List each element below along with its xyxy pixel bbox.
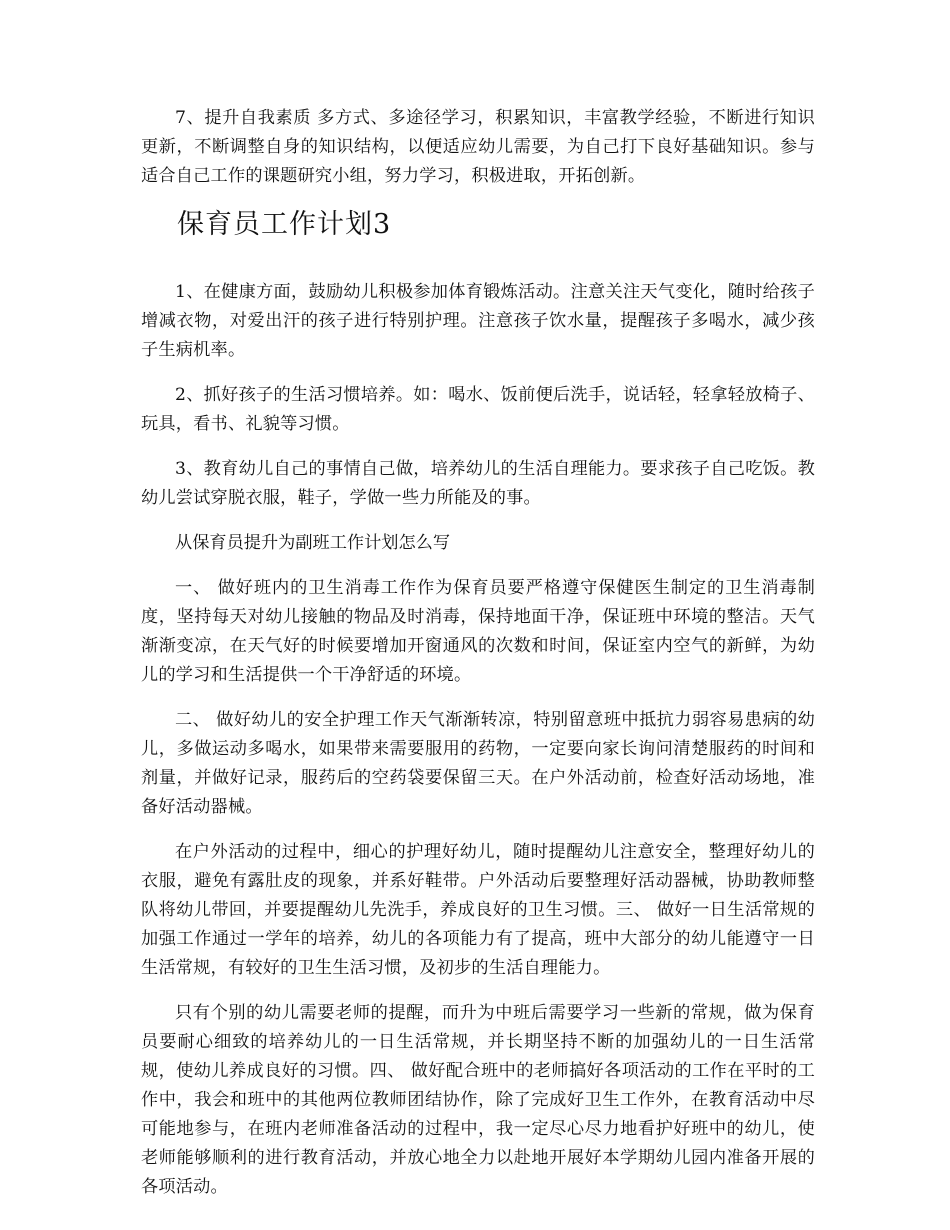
section-paragraph-3: 在户外活动的过程中，细心的护理好幼儿，随时提醒幼儿注意安全，整理好幼儿的衣服，避免有露肚皮的现象，并系好鞋带。户外活动后要整理好活动器械，协助教师整队将幼儿带回，并要提醒幼儿先洗手，养成良好的卫生习惯。三、 做好一日生活常规的加强工作通过一学年的培养，幼儿的各项能力有了提高，班中大部分的幼儿能遵守一日生活常规，有较好的卫生生活习惯，及初步的生活自理能力。 bbox=[141, 842, 815, 978]
section-heading: 保育员工作计划3 bbox=[177, 209, 392, 240]
section-paragraph-2: 二、 做好幼儿的安全护理工作天气渐渐转凉，特别留意班中抵抗力弱容易患病的幼儿，多做运动多喝水，如果带来需要服用的药物，一定要向家长询问清楚服药的时间和剂量，并做好记录，服药后的空药袋要保留三天。在户外活动前，检查好活动场地，准备好活动器械。 bbox=[141, 710, 815, 817]
section-paragraph-4: 只有个别的幼儿需要老师的提醒，而升为中班后需要学习一些新的常规，做为保育员要耐心细致的培养幼儿的一日生活常规，并长期坚持不断的加强幼儿的一日生活常规，使幼儿养成良好的习惯。四、 做好配合班中的老师搞好各项活动的工作在平时的工作中，我会和班中的其他两位教师团结协作，除了完成好卫生工作外，在教育活动中尽可能地参与，在班内老师准备活动的过程中，我一定尽心尽力地看护好班中的幼儿，使老师能够顺利的进行教育活动，并放心地全力以赴地开展好本学期幼儿园内准备开展的各项活动。 bbox=[141, 1003, 815, 1197]
intro-paragraph: 7、提升自我素质 多方式、多途径学习，积累知识，丰富教学经验，不断进行知识更新，不断调整自身的知识结构，以便适应幼儿需要，为自己打下良好基础知识。参与适合自己工作的课题研究小组，努力学习，积极进取，开拓创新。 bbox=[141, 108, 815, 186]
item-paragraph-3: 3、教育幼儿自己的事情自己做，培养幼儿的生活自理能力。要求孩子自己吃饭。教幼儿尝试穿脱衣服，鞋子，学做一些力所能及的事。 bbox=[141, 459, 815, 508]
section-paragraph-1: 一、 做好班内的卫生消毒工作作为保育员要严格遵守保健医生制定的卫生消毒制度，坚持每天对幼儿接触的物品及时消毒，保持地面干净，保证班中环境的整洁。天气渐渐变凉，在天气好的时候要增加开窗通风的次数和时间，保证室内空气的新鲜，为幼儿的学习和生活提供一个干净舒适的环境。 bbox=[141, 578, 815, 685]
subheading: 从保育员提升为副班工作计划怎么写 bbox=[175, 533, 451, 553]
item-paragraph-1: 1、在健康方面，鼓励幼儿积极参加体育锻炼活动。注意关注天气变化，随时给孩子增减衣物，对爱出汗的孩子进行特别护理。注意孩子饮水量，提醒孩子多喝水，减少孩子生病机率。 bbox=[141, 282, 815, 360]
document-page bbox=[141, 104, 815, 1202]
item-paragraph-2: 2、抓好孩子的生活习惯培养。如：喝水、饭前便后洗手，说话轻，轻拿轻放椅子、玩具，看书、礼貌等习惯。 bbox=[141, 385, 815, 434]
